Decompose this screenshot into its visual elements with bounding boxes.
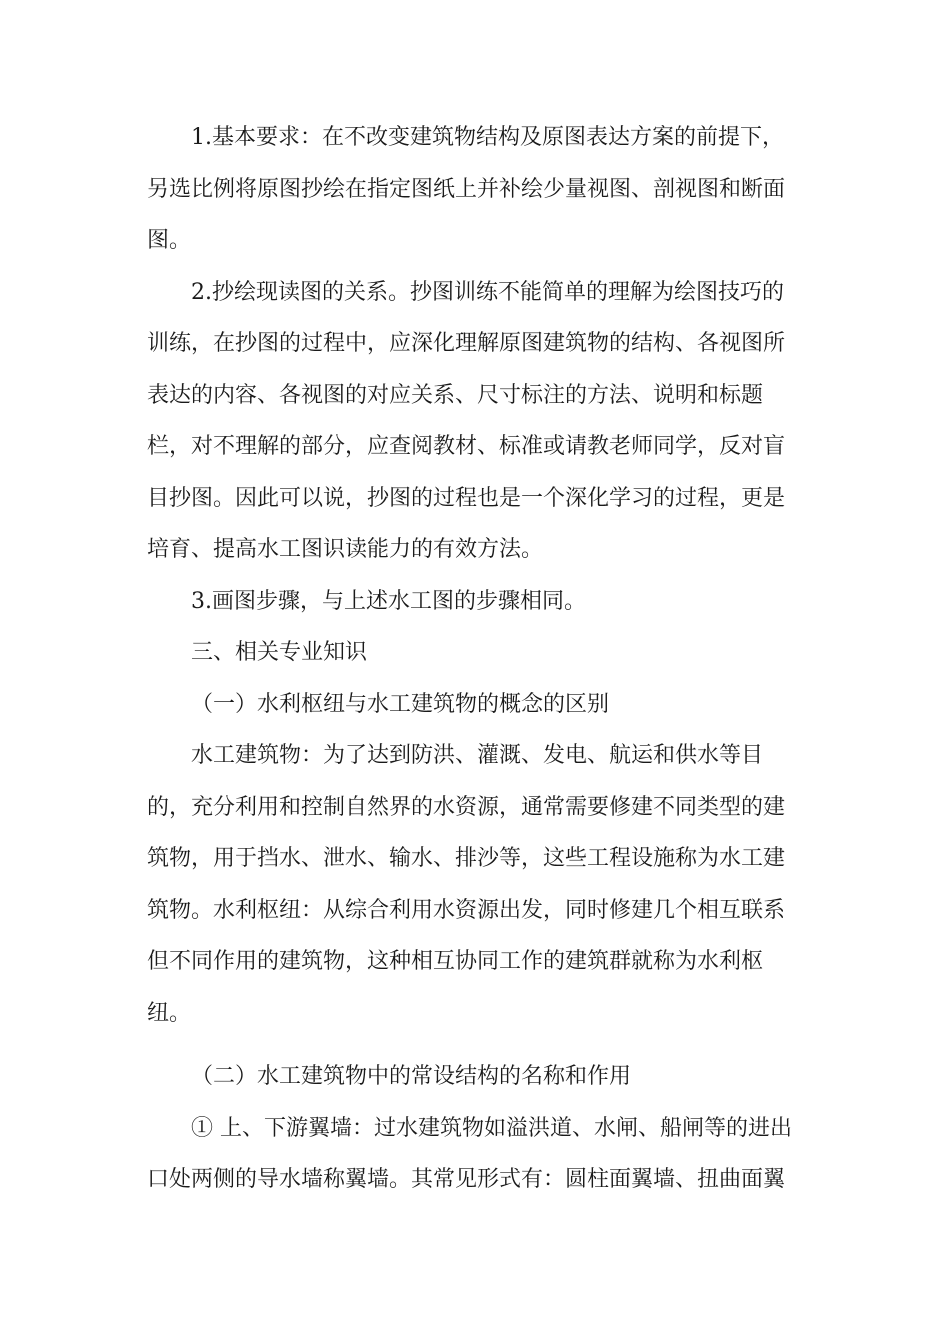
text-line: 水工建筑物：为了达到防洪、灌溉、发电、航运和供水等目 [191,743,764,768]
text-line: 训练，在抄图的过程中，应深化理解原图建筑物的结构、各视图所 [147,331,786,356]
text-line: 的，充分利用和控制自然界的水资源，通常需要修建不同类型的建 [147,794,786,820]
text-line: ① 上、下游翼墙：过水建筑物如溢洪道、水闸、船闸等的进出 [191,1115,792,1141]
paragraph-drawing-steps [147,576,807,628]
text-line: 筑物。水利枢纽：从综合利用水资源出发，同时修建几个相互联系 [147,897,786,923]
text-line: 图。 [147,228,192,253]
section-heading-related-knowledge [147,627,807,679]
text-line: 表达的内容、各视图的对应关系、尺寸标注的方法、说明和标题 [147,382,764,408]
text-line: （一）水利枢纽与水工建筑物的概念的区别 [191,691,610,717]
text-line: 培育、提高水工图识读能力的有效方法。 [147,537,544,562]
text-line: 口处两侧的导水墙称翼墙。其常见形式有：圆柱面翼墙、扭曲面翼 [147,1167,786,1192]
paragraph-hydraulic-structures [147,730,807,1039]
text-line: 三、相关专业知识 [191,640,368,665]
paragraph-wing-walls [147,1103,807,1206]
paragraph-spacer [147,1039,807,1051]
text-line: 筑物，用于挡水、泄水、输水、排沙等，这些工程设施称为水工建 [147,846,786,871]
text-line: 1.基本要求：在不改变建筑物结构及原图表达方案的前提下， [191,125,784,150]
text-line: 2.抄绘现读图的关系。抄图训练不能简单的理解为绘图技巧的 [191,279,784,305]
text-line: 另选比例将原图抄绘在指定图纸上并补绘少量视图、剖视图和断面 [147,176,786,202]
text-line: 3.画图步骤，与上述水工图的步骤相同。 [191,588,586,614]
subsection-heading-common-structures [147,1051,807,1103]
text-line: （二）水工建筑物中的常设结构的名称和作用 [191,1064,632,1089]
paragraph-basic-requirements [147,112,807,267]
paragraph-copy-read-relation [147,267,807,576]
document-body [147,112,807,1206]
subsection-heading-concepts [147,679,807,731]
text-line: 纽。 [147,1000,192,1026]
text-line: 栏，对不理解的部分，应查阅教材、标准或请教老师同学，反对盲 [147,434,786,459]
text-line: 目抄图。因此可以说，抄图的过程也是一个深化学习的过程，更是 [147,485,786,511]
text-line: 但不同作用的建筑物，这种相互协同工作的建筑群就称为水利枢 [147,949,764,974]
